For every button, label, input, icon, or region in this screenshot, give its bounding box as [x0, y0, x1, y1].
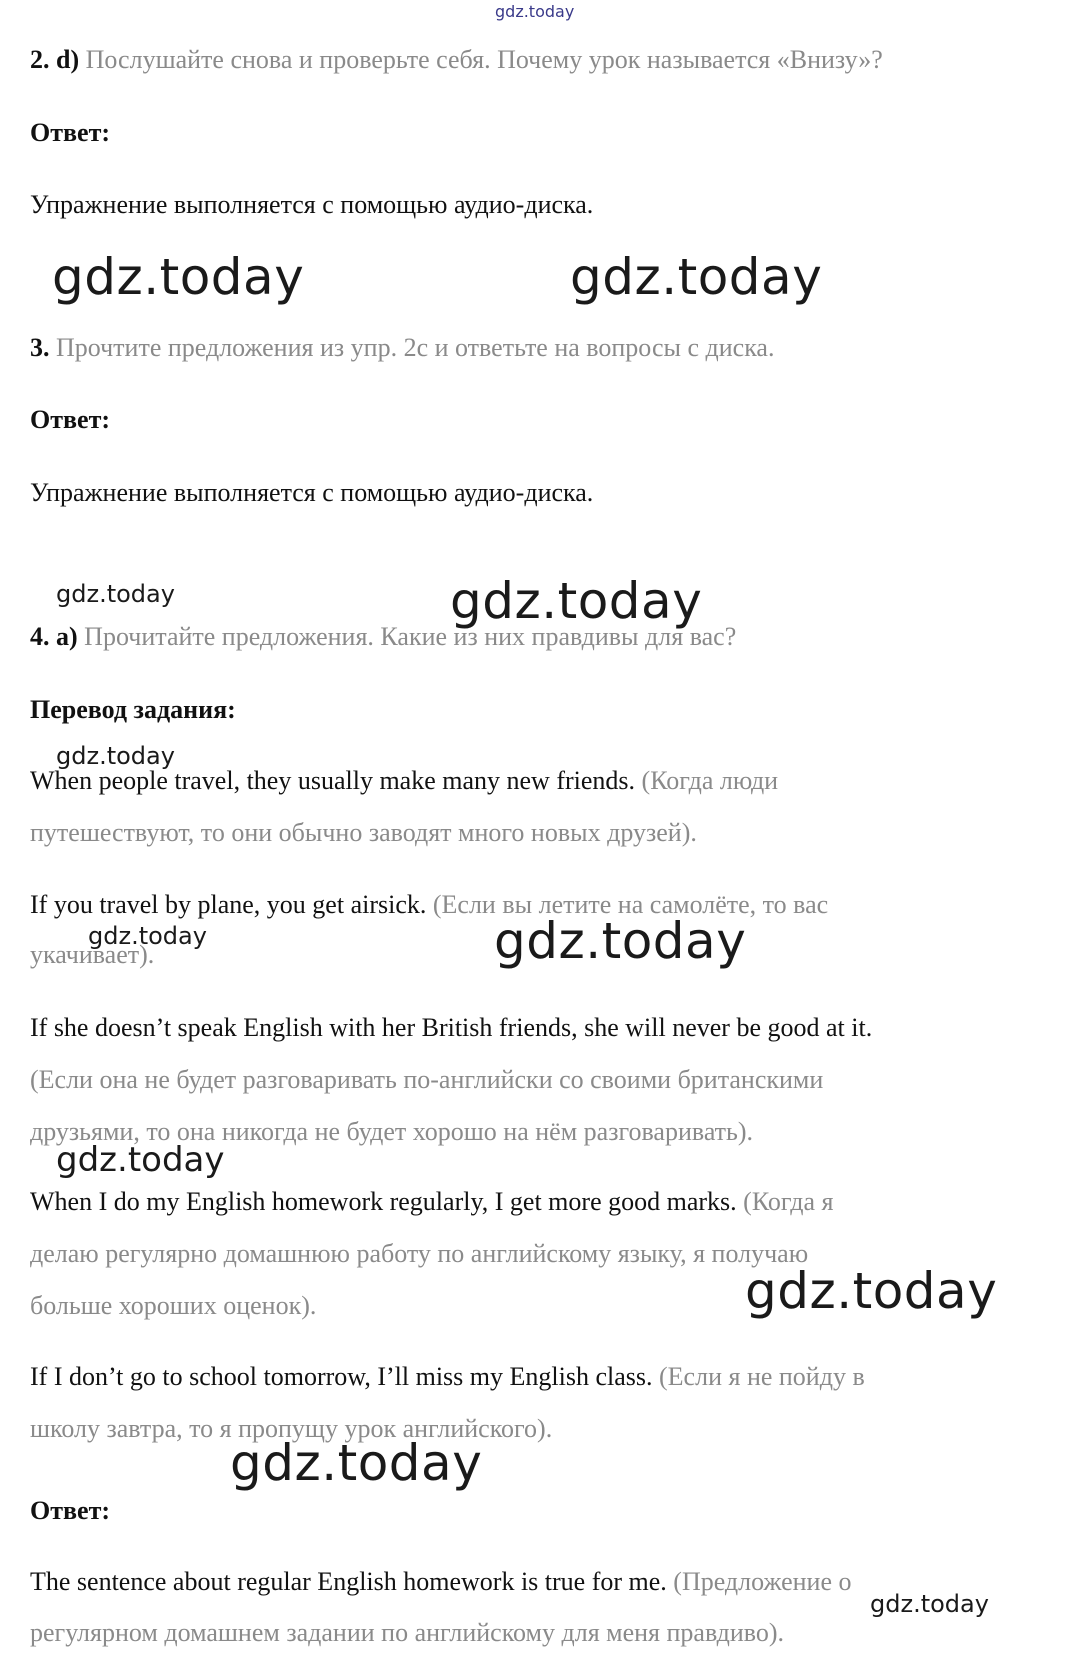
sentence-ru-continued: делаю регулярно домашнюю работу по английскому языку, я получаю [30, 1239, 809, 1268]
sentence-ru-continued: школу завтра, то я пропущу урок английского). [30, 1414, 553, 1443]
exercise-3-heading [30, 333, 774, 363]
sentence-en: When I do my English homework regularly, I get more good marks. [30, 1187, 737, 1216]
sentence-en: If I don’t go to school tomorrow, I’ll miss my English class. [30, 1362, 653, 1391]
sentence-ru: (Если я не пойду в [659, 1362, 865, 1391]
answer-text: Упражнение выполняется с помощью аудио-диска. [30, 478, 594, 507]
watermark: gdz.today [570, 248, 823, 306]
sentence-ru-continued: путешествуют, то они обычно заводят много новых друзей). [30, 818, 697, 847]
answer-sentence [30, 1567, 852, 1597]
exercise-task: Прочитайте предложения. Какие из них правдивы для вас? [84, 622, 737, 651]
sentence-5 [30, 1362, 865, 1392]
answer-en: The sentence about regular English homework is true for me. [30, 1567, 667, 1596]
exercise-4a-heading [30, 622, 736, 652]
sentence-ru: (Если она не будет разговаривать по-английски со своими британскими [30, 1065, 824, 1094]
sentence-ru: (Когда я [743, 1187, 834, 1216]
sentence-ru-continued: укачивает). [30, 940, 155, 969]
exercise-number: 3. [30, 333, 50, 362]
watermark: gdz.today [494, 912, 747, 970]
answer-ru: (Предложение о [673, 1567, 852, 1596]
sentence-3-en: If she doesn’t speak English with her British friends, she will never be good at it. [30, 1013, 873, 1042]
answer-label: Ответ: [30, 118, 111, 147]
answer-ru-continued: регулярном домашнем задании по английскому для меня правдиво). [30, 1618, 784, 1647]
exercise-number: 4. a) [30, 622, 78, 651]
answer-label: Ответ: [30, 405, 111, 434]
exercise-number: 2. d) [30, 45, 80, 74]
sentence-ru: (Когда люди [641, 766, 779, 795]
watermark: gdz.today [56, 1140, 225, 1180]
exercise-task: Послушайте снова и проверьте себя. Почему урок называется «Внизу»? [85, 45, 883, 74]
sentence-ru: (Если вы летите на самолёте, то вас [432, 890, 829, 919]
watermark: gdz.today [450, 572, 703, 630]
exercise-task: Прочтите предложения из упр. 2c и ответьте на вопросы с диска. [56, 333, 775, 362]
watermark: gdz.today [52, 248, 305, 306]
watermark-top: gdz.today [495, 2, 575, 21]
sentence-2 [30, 890, 828, 920]
watermark: gdz.today [745, 1262, 998, 1320]
watermark: gdz.today [56, 580, 175, 608]
exercise-2d-heading [30, 45, 883, 75]
sentence-en: When people travel, they usually make many new friends. [30, 766, 636, 795]
sentence-4 [30, 1187, 833, 1217]
translation-label: Перевод задания: [30, 695, 236, 724]
sentence-1 [30, 766, 778, 796]
sentence-en: If you travel by plane, you get airsick. [30, 890, 427, 919]
sentence-ru-continued: друзьями, то она никогда не будет хорошо на нём разговаривать). [30, 1117, 754, 1146]
answer-label: Ответ: [30, 1496, 111, 1525]
watermark: gdz.today [88, 922, 207, 950]
watermark: gdz.today [870, 1590, 989, 1618]
sentence-ru-continued: больше хороших оценок). [30, 1291, 317, 1320]
watermark: gdz.today [230, 1434, 483, 1492]
answer-text: Упражнение выполняется с помощью аудио-диска. [30, 190, 594, 219]
watermark: gdz.today [56, 742, 175, 770]
